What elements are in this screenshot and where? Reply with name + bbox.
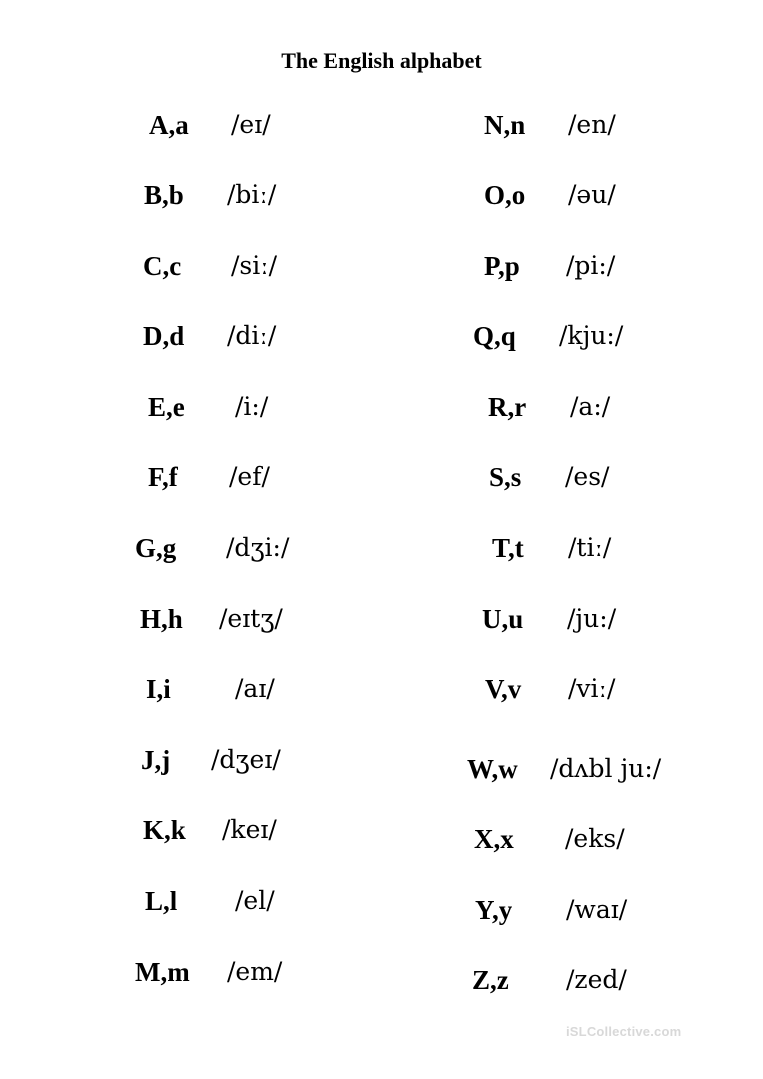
letter-m: M,m (135, 957, 190, 987)
pronunciation-m: /em/ (227, 957, 283, 986)
letter-j: J,j (141, 745, 171, 775)
pronunciation-h: /eɪtʒ/ (219, 604, 283, 633)
letter-v: V,v (485, 674, 522, 704)
page-title: The English alphabet (281, 48, 482, 73)
pronunciation-q: /kju:/ (559, 321, 624, 350)
pronunciation-v: /viː/ (568, 674, 616, 703)
letter-e: E,e (148, 392, 185, 422)
pronunciation-k: /keɪ/ (222, 815, 277, 844)
pronunciation-z: /zed/ (566, 965, 627, 994)
pronunciation-w: /dʌbl ju:/ (550, 754, 662, 783)
pronunciation-d: /diː/ (227, 321, 277, 350)
pronunciation-f: /ef/ (229, 462, 270, 491)
pronunciation-p: /pi:/ (566, 251, 616, 280)
pronunciation-x: /eks/ (565, 824, 625, 853)
letter-i: I,i (146, 674, 171, 704)
letter-q: Q,q (473, 321, 516, 351)
pronunciation-i: /aɪ/ (235, 674, 275, 703)
pronunciation-a: /eɪ/ (231, 110, 271, 139)
letter-l: L,l (145, 886, 178, 916)
letter-c: C,c (143, 251, 182, 281)
letter-p: P,p (484, 251, 520, 281)
pronunciation-r: /a:/ (570, 392, 611, 421)
letter-s: S,s (489, 462, 522, 492)
pronunciation-e: /i:/ (235, 392, 269, 421)
pronunciation-b: /biː/ (227, 180, 277, 209)
letter-y: Y,y (475, 895, 513, 925)
pronunciation-o: /əu/ (568, 180, 616, 209)
letter-w: W,w (467, 754, 518, 784)
letter-a: A,a (149, 110, 189, 140)
pronunciation-y: /waɪ/ (566, 895, 628, 924)
watermark: iSLCollective.com (566, 1024, 682, 1039)
pronunciation-g: /dʒi:/ (226, 533, 290, 562)
letter-t: T,t (492, 533, 524, 563)
letter-f: F,f (148, 462, 178, 492)
pronunciation-n: /en/ (568, 110, 616, 139)
pronunciation-s: /es/ (565, 462, 610, 491)
letter-x: X,x (474, 824, 514, 854)
pronunciation-u: /ju:/ (567, 604, 617, 633)
pronunciation-t: /tiː/ (568, 533, 612, 562)
pronunciation-l: /el/ (235, 886, 275, 915)
letter-z: Z,z (472, 965, 509, 995)
letter-r: R,r (488, 392, 527, 422)
pronunciation-c: /siː/ (231, 251, 278, 280)
letter-o: O,o (484, 180, 526, 210)
letter-h: H,h (140, 604, 183, 634)
pronunciation-j: /dʒeɪ/ (211, 745, 281, 774)
letter-d: D,d (143, 321, 185, 351)
letter-g: G,g (135, 533, 177, 563)
letter-b: B,b (144, 180, 184, 210)
letter-u: U,u (482, 604, 524, 634)
letter-n: N,n (484, 110, 526, 140)
letter-k: K,k (143, 815, 186, 845)
